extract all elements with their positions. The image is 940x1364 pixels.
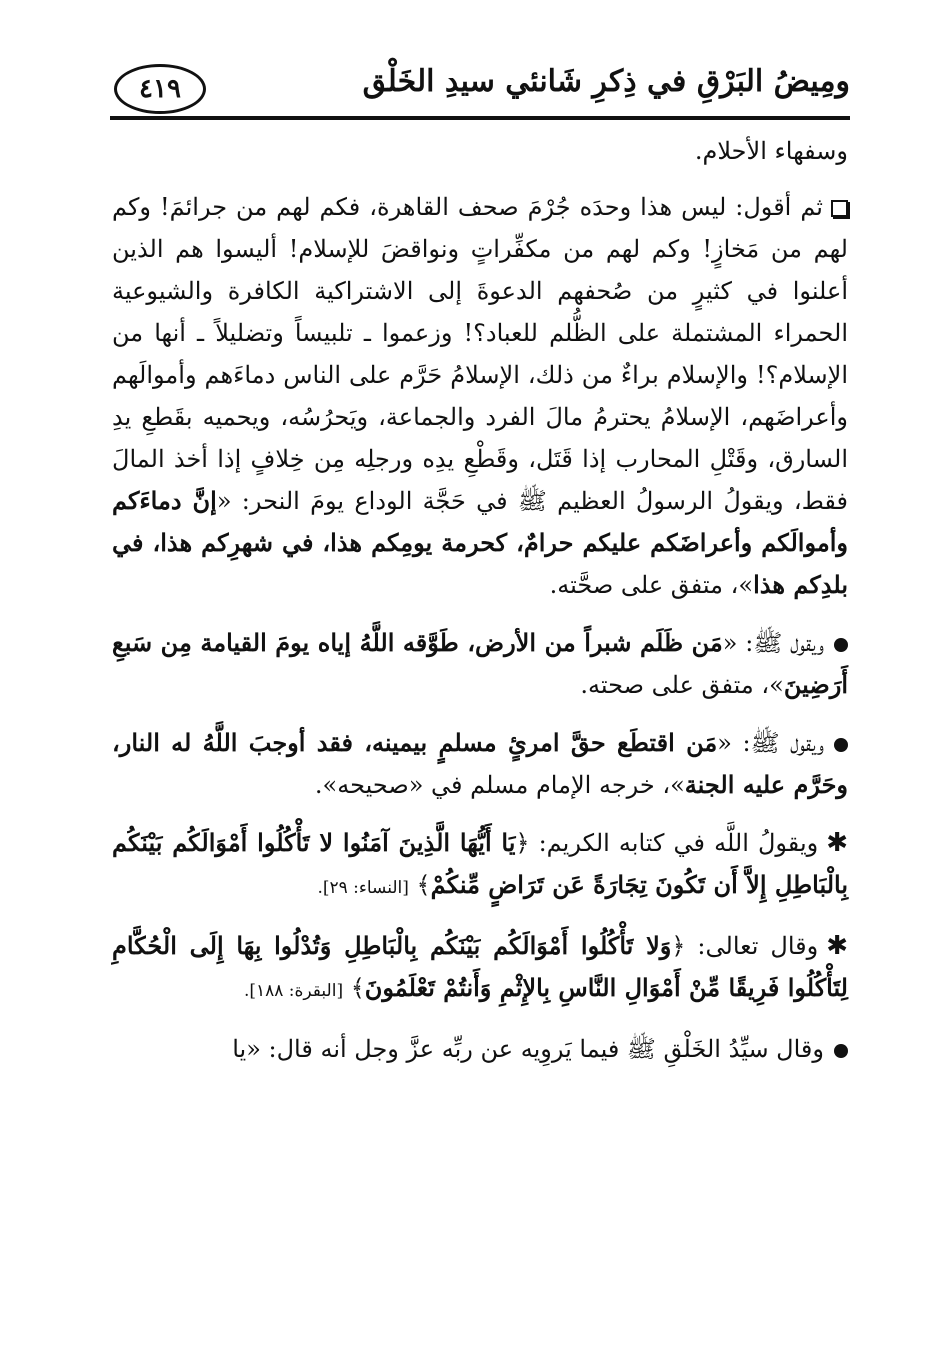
- quran-verse: يَا أَيُّهَا الَّذِينَ آمَنُوا لا تَأْكُلُوا أَمْوَالَكُم بَيْنَكُم بِالْبَاطِلِ إِلاَّ أَن تَكُونَ تِجَارَةً عَن تَرَاضٍ مِّنكُمْ: [112, 828, 848, 899]
- asterisk-icon: ✱: [826, 828, 849, 858]
- hadith-quote: مَن اقتطَع حقَّ امرئٍ مسلمٍ بيمينه، فقد أوجبَ اللَّهُ له النار، وحَرَّم عليه الجنة: [112, 728, 848, 799]
- paragraph-text-after: »، خرجه الإمام مسلم في «صحيحه».: [314, 771, 685, 799]
- page-header: [110, 60, 850, 122]
- paragraph-text: ثم أقول: ليس هذا وحدَه جُرْمَ صحف القاهرة، فكم لهم من جرائمَ! وكم لهم من مَخازٍ! وكم لهم من مكفِّراتٍ ونواقضَ للإسلام! أليسوا هم الذين أعلنوا في كثيرٍ من صُحفهم الدعوةَ إلى الاشتراكية الكافرة والشيوعية الحمراء المشتملة على الظُّلم للعباد؟! وزعموا ـ تلبيساً وتضليلاً ـ أنها من الإسلام؟! والإسلام براءٌ من ذلك، الإسلامُ حَرَّم على الناس دماءَهم وأموالَهم وأعراضَهم، الإسلامُ يحترمُ مالَ الفرد والجماعة، ويَحرُسُه، ويحميه بقَطعِ يدِ السارق، وقَتْلِ المحارب إذا قَتَل، وقَطْعِ يدِه ورجلِه مِن خِلافٍ إذا أخذ المالَ فقط، ويقولُ الرسولُ العظيم ﷺ في حَجَّة الوداع يومَ النحر: «: [112, 193, 849, 515]
- hadith-paragraph: [112, 1028, 848, 1070]
- paragraph-text-after: »، متفق على صحَّته.: [549, 571, 754, 599]
- hadith-quote: إنَّ دماءَكم وأموالَكم وأعراضَكم عليكم حرامٌ، كحرمة يومِكم هذا، في شهرِكم هذا، في بلدِكم هذا: [112, 486, 848, 599]
- hadith-paragraph: [112, 722, 848, 806]
- paragraph-text: وسفهاء الأحلام.: [694, 137, 848, 165]
- verse-paragraph: [112, 822, 848, 909]
- hadith-quote: مَن ظَلَم شبراً من الأرض، طَوَّقه اللَّهُ إياه يومَ القيامة مِن سَبعِ أَرَضِينَ: [112, 628, 848, 699]
- quran-verse: وَلا تَأْكُلُوا أَمْوَالَكُم بَيْنَكُم بِالْبَاطِلِ وَتُدْلُوا بِهَا إِلَى الْحُكَّامِ لِتَأْكُلُوا فَرِيقًا مِّنْ أَمْوَالِ النَّاسِ بِالإِثْمِ وَأَنتُمْ تَعْلَمُونَ: [112, 931, 848, 1002]
- paragraph-lead: وقال سيِّدُ الخَلْقِ ﷺ فيما يَروِيه عن ربِّه عزَّ وجل أنه قال: «يا: [232, 1035, 824, 1063]
- paragraph-lead: ويقول ﷺ: «: [717, 729, 824, 757]
- paragraph-lead: وقال تعالى: ﴿: [671, 932, 819, 960]
- page-number: ٤١٩: [139, 74, 181, 104]
- main-text: [112, 130, 848, 1086]
- verse-paragraph: [112, 925, 848, 1012]
- paragraph-text-after: ﴾: [408, 871, 431, 899]
- paragraph-lead: ويقولُ اللَّه في كتابه الكريم: ﴿: [515, 829, 819, 857]
- asterisk-icon: ✱: [826, 931, 849, 961]
- paragraph-continuation: [112, 130, 848, 172]
- verse-reference: [النساء: ٢٩].: [317, 878, 409, 898]
- verse-reference: [البقرة: ١٨٨].: [243, 981, 344, 1001]
- bullet-icon: [834, 738, 848, 752]
- bullet-icon: [834, 1044, 848, 1058]
- paragraph-text-after: »، متفق على صحته.: [580, 671, 784, 699]
- page-number-badge: [114, 64, 206, 114]
- paragraph-lead: ويقول ﷺ: «: [722, 629, 824, 657]
- header-divider: [110, 116, 850, 120]
- square-marker-icon: [831, 200, 848, 217]
- paragraph-main: [112, 186, 848, 606]
- running-title: ومِيضُ البَرْقِ في ذِكرِ شَانئي سيدِ الخَلْق: [362, 64, 850, 99]
- paragraph-text-after: ﴾: [343, 974, 365, 1002]
- bullet-icon: [834, 638, 848, 652]
- hadith-paragraph: [112, 622, 848, 706]
